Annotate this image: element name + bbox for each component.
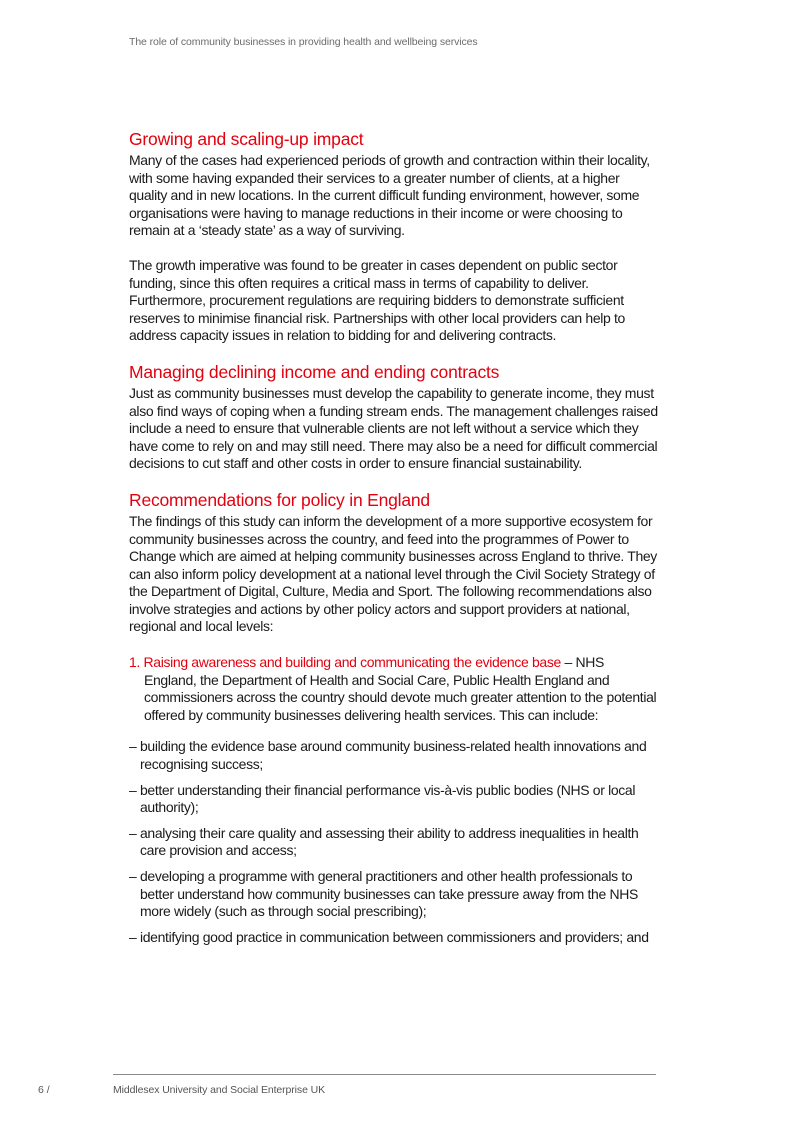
paragraph: Many of the cases had experienced periods of growth and contraction within their locality, with some having expanded their services to a greater number of clients, at a higher quality and in new locations. In the current difficult funding environment, however, some organisations were having to manage reductions in their income or were choosing to remain at a ‘steady state’ as a way of surviving. [129, 152, 650, 239]
recommendation-body: NHS England, the Department of Health and Social Care, Public Health England and commissioners across the country should devote much greater attention to the potential offered by community businesses delivering health services. This can include: [144, 654, 657, 723]
section-heading: Recommendations for policy in England [129, 489, 430, 510]
recommendation-title: Raising awareness and building and communicating the evidence base [143, 654, 561, 671]
list-item: – analysing their care quality and assessing their ability to address inequalities in health care provision and access; [129, 824, 639, 859]
page-number: 6 / [38, 1084, 50, 1096]
running-header: The role of community businesses in providing health and wellbeing services [129, 36, 478, 48]
page-content [129, 128, 659, 954]
paragraph: Just as community businesses must develop the capability to generate income, they must also find ways of coping when a funding stream ends. The management challenges raised include a need to ensure that vulnerable clients are not left without a service which they have come to rely on and may still need. There may also be a need for difficult commercial decisions to cut staff and other costs in order to ensure financial sustainability. [129, 384, 658, 472]
paragraph: The growth imperative was found to be greater in cases dependent on public sector funding, since this often requires a critical mass in terms of capability to deliver. Furthermore, procurement regulations are requiring bidders to demonstrate sufficient reserves to minimise financial risk. Partnerships with other local providers can help to address capacity issues in relation to bidding for and delivering contracts. [129, 256, 625, 344]
section-declining-income [129, 361, 659, 473]
list-item: – building the evidence base around community business-related health innovations and recognising success; [129, 738, 647, 773]
recommendation-item [129, 654, 659, 724]
bullet-list [129, 738, 659, 946]
recommendation-dash: – [564, 654, 572, 671]
footer-publisher: Middlesex University and Social Enterprise UK [113, 1084, 326, 1096]
recommendation-number: 1. [129, 654, 140, 671]
section-heading: Managing declining income and ending contracts [129, 361, 500, 382]
paragraph: The findings of this study can inform the development of a more supportive ecosystem for community businesses across the country, and feed into the programmes of Power to Change which are aimed at helping community businesses across England to thrive. They can also inform policy development at a national level through the Civil Society Strategy of the Department of Digital, Culture, Media and Sport. The following recommendations also involve strategies and actions by other policy actors and support providers at national, regional and local levels: [129, 512, 657, 635]
section-policy-recommendations [129, 489, 659, 636]
section-growing-scaling [129, 128, 659, 345]
list-item: – better understanding their financial performance vis-à-vis public bodies (NHS or local authority); [129, 781, 636, 816]
list-item: – identifying good practice in communication between commissioners and providers; and [129, 928, 649, 945]
list-item: – developing a programme with general practitioners and other health professionals to better understand how community businesses can take pressure away from the NHS more widely (such as through social prescribing); [129, 868, 638, 920]
section-heading: Growing and scaling-up impact [129, 129, 364, 149]
footer-divider [113, 1074, 656, 1075]
